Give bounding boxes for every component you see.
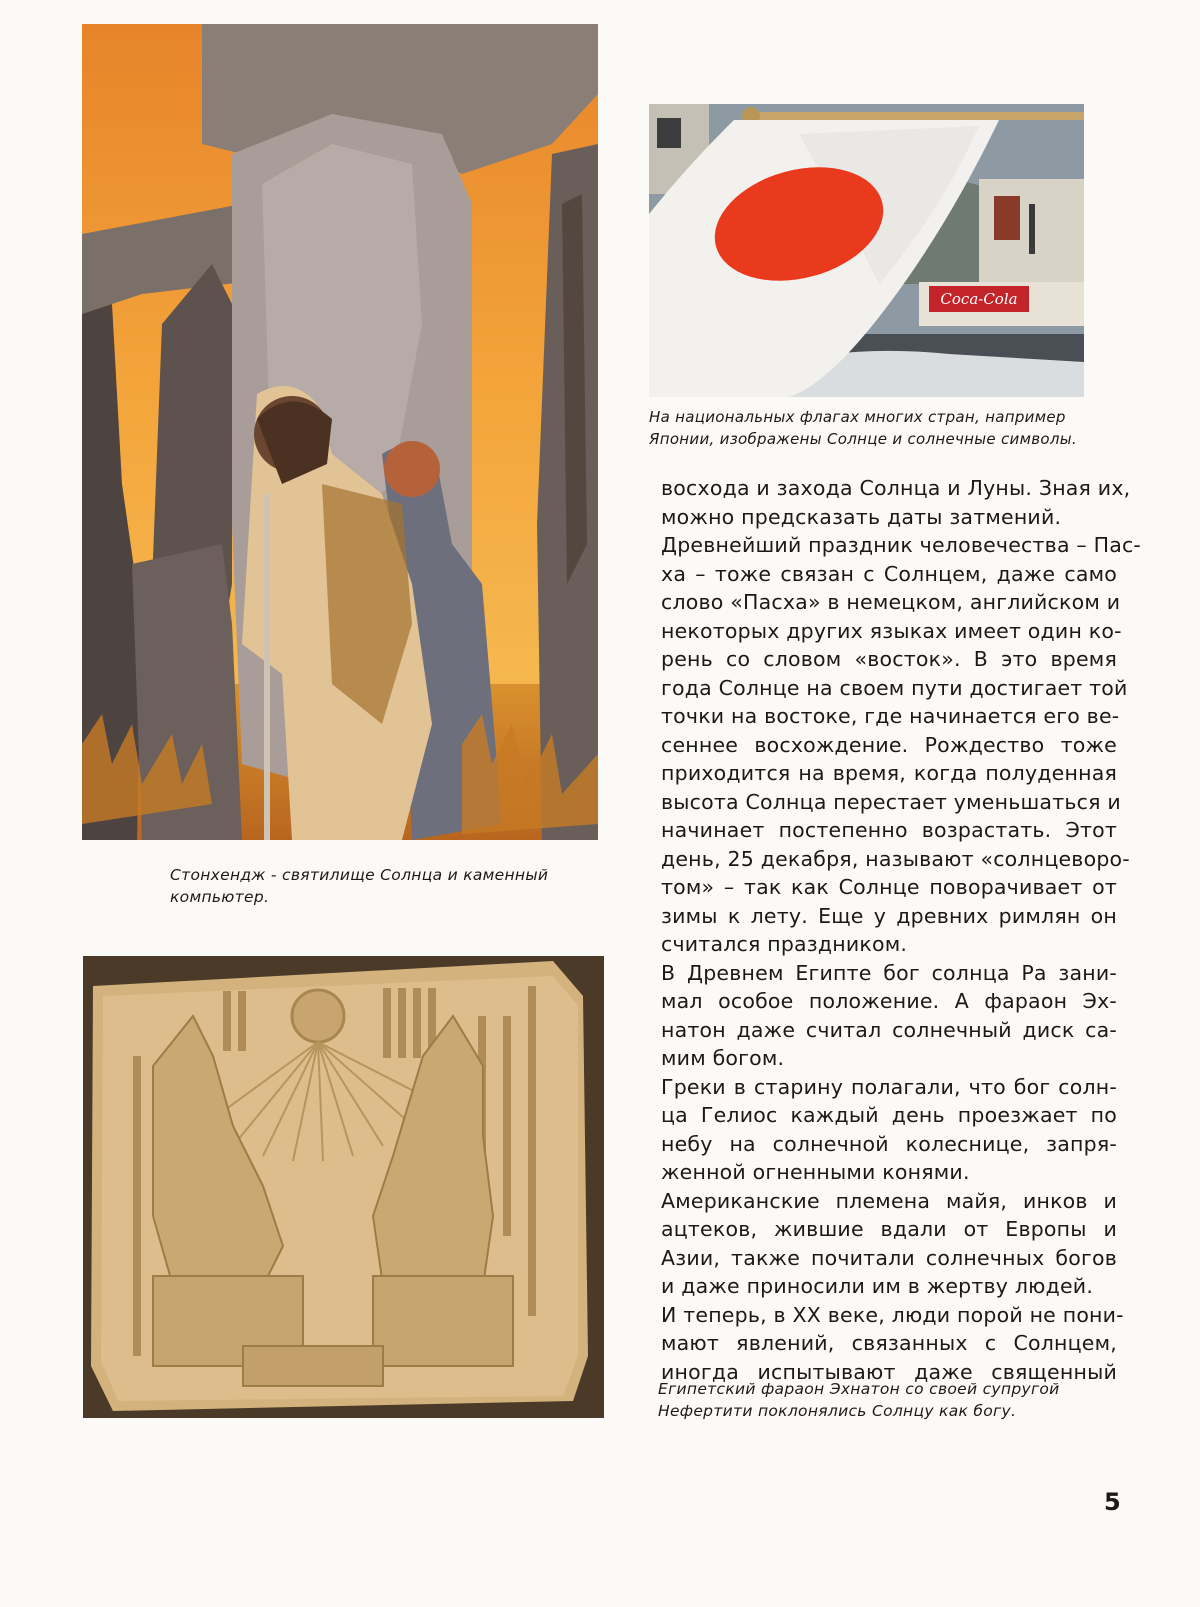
body-line: начинает постепенно возрастать. Этот [661,818,1117,842]
caption-line: Стонхендж - святилище Солнца и каменный [170,866,549,884]
body-line: сеннее восхождение. Рождество тоже [661,732,1117,757]
body-line: И теперь, в XX веке, люди порой не пони- [661,1302,1124,1327]
body-line: натон даже считал солнечный диск са- [661,1017,1117,1042]
body-line: небу на солнечной колеснице, запря- [661,1131,1117,1156]
body-line: года Солнце на своем пути достигает той [661,675,1128,700]
akhenaten-relief-photo [83,956,604,1418]
body-line: рень со словом «восток». В это время [661,647,1117,671]
body-line: считался праздником. [661,932,908,956]
body-line: иногда испытывают даже священный [661,1359,1117,1384]
flag-caption [649,406,1077,450]
body-line: некоторых других языках имеет один ко- [661,618,1122,643]
caption-line: Японии, изображены Солнце и солнечные символы. [649,430,1077,448]
body-line: женной огненными конями. [661,1160,970,1184]
body-line: мают явлений, связанных с Солнцем, [661,1331,1117,1355]
body-line: Азии, также почитали солнечных богов [661,1245,1117,1270]
body-line: ацтеков, жившие вдали от Европы и [661,1217,1117,1241]
stonehenge-illustration [82,24,598,840]
sign-text: Coca-Cola [940,290,1018,308]
caption-line: Египетский фараон Эхнатон со своей супругой [658,1380,1060,1398]
caption-line: компьютер. [170,888,270,906]
body-line: зимы к лету. Еще у древних римлян он [661,903,1117,928]
page-number: 5 [1104,1488,1121,1516]
body-text [661,474,1142,1386]
body-line: восхода и захода Солнца и Луны. Зная их, [661,476,1131,500]
body-line: том» – так как Солнце поворачивает от [661,875,1117,899]
body-line: Древнейший праздник человечества – Пас- [661,533,1142,557]
body-line: точки на востоке, где начинается его ве- [661,704,1120,728]
body-line: Греки в старину полагали, что бог солн- [661,1074,1117,1099]
body-line: и даже приносили им в жертву людей. [661,1274,1094,1298]
body-line: приходится на время, когда полуденная [661,761,1117,785]
japan-flag-photo [649,104,1084,397]
body-line: слово «Пасха» в немецком, английском и [661,590,1121,614]
caption-line: Нефертити поклонялись Солнцу как богу. [658,1402,1017,1420]
body-line: ха – тоже связан с Солнцем, даже само [661,561,1117,586]
body-line: Американские племена майя, инков и [661,1188,1117,1213]
body-line: В Древнем Египте бог солнца Ра зани- [661,960,1117,985]
body-line: мал особое положение. А фараон Эх- [661,989,1117,1013]
body-line: мим богом. [661,1046,785,1070]
stonehenge-caption [170,864,548,908]
body-line: ца Гелиос каждый день проезжает по [661,1103,1117,1127]
body-line: день, 25 декабря, называют «солнцеворо- [661,846,1130,871]
caption-line: На национальных флагах многих стран, например [649,408,1066,426]
body-line: можно предсказать даты затмений. [661,504,1062,529]
body-line: высота Солнца перестает уменьшаться и [661,789,1121,814]
relief-caption [658,1378,1060,1422]
